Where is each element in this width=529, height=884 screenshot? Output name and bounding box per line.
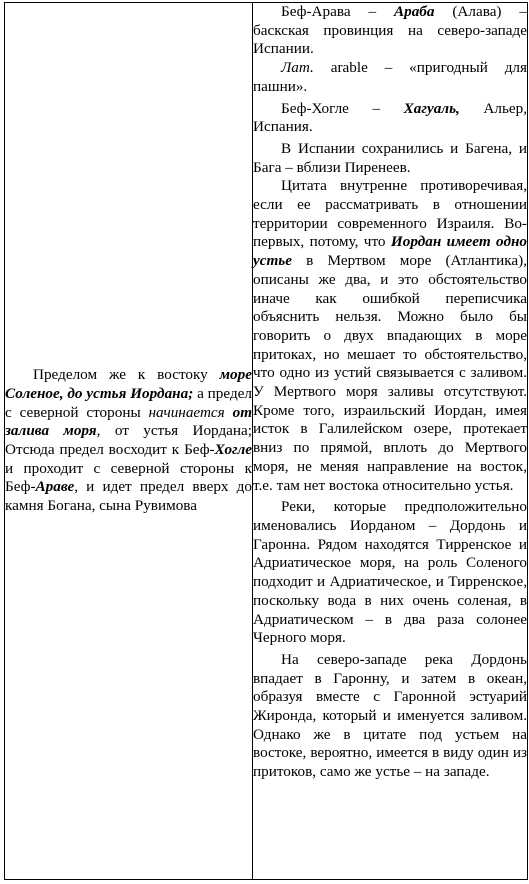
- commentary-paragraph: [253, 3, 527, 59]
- text-run: начинается: [148, 403, 225, 421]
- text-run: Пределом же к востоку: [33, 366, 220, 384]
- text-run: Араба: [393, 3, 435, 20]
- text-run: Лат.: [281, 59, 314, 77]
- text-run: а предел с северной стороны: [5, 384, 252, 421]
- commentary-paragraph: [253, 100, 527, 137]
- text-run: В Испании сохранились и Багена, и Бага – вблизи Пиренеев.: [253, 139, 527, 176]
- commentary-paragraph: [253, 498, 527, 648]
- commentary-table: [4, 2, 528, 880]
- quote-text: [5, 366, 252, 516]
- commentary-cell: [253, 3, 528, 880]
- commentary-paragraph: [253, 651, 527, 782]
- text-run: Хогле: [214, 441, 252, 458]
- text-run: море Соленое, до устья Иордана;: [5, 366, 252, 402]
- text-run: Беф-Арава –: [281, 3, 394, 20]
- text-run: На северо-западе река Дордонь впадает в Гаронну, и затем в океан, образуя вместе с Гаронной эстуарий Жиронда, который и именуется заливом. Однако же в цитате под устьем на востоке, вероятно, имеется в виду один из притоков, само же устье – на западе.: [253, 650, 527, 781]
- text-run: arable – «пригодный для пашни».: [253, 59, 527, 95]
- commentary-paragraph: [253, 177, 527, 495]
- text-run: (Алава) – баскская провинция на северо-западе Испании.: [253, 3, 527, 58]
- text-run: Реки, которые предположительно именовались Иорданом – Дордонь и Гаронна. Рядом находятся Тирренское и Адриатическое моря, на роль Соленого подходит и Адриатическое, и Тирренское, поскольку вода в них очень соленая, в Адриатическом – в два раза солонее Черного моря.: [253, 498, 527, 647]
- text-run: Араве: [35, 478, 75, 496]
- quote-cell: [5, 3, 253, 880]
- table-row: [5, 3, 528, 880]
- text-run: и проходит с северной стороны к Беф-: [5, 459, 252, 496]
- text-run: Иордан имеет одно устье: [253, 233, 528, 270]
- text-run: Хагуаль,: [403, 99, 460, 117]
- text-run: , от устья Иордана; Отсюда предел восходит к Беф-: [5, 422, 252, 458]
- text-run: от залива моря: [5, 403, 253, 440]
- text-run: , и идет предел вверх до камня Богана, сына Рувимова: [5, 478, 252, 515]
- commentary-paragraph: [253, 59, 527, 96]
- text-run: [225, 404, 233, 421]
- commentary-paragraph: [253, 140, 527, 177]
- text-run: Альер, Испания.: [253, 99, 528, 136]
- text-run: Беф-Хогле –: [281, 99, 404, 117]
- text-run: в Мертвом море (Атлантика), описаны же два, и это обстоятельство иначе как ошибкой переписчика объяснить нельзя. Можно было бы говорить о двух впадающих в море притоках, но мешает то обстоятельство, что одно из устий связывается с заливом. У Мертвого моря заливы отсутствуют. Кроме того, израильский Иордан, имея исток в Галилейском озере, протекает вниз по прямой, вплоть до Мертвого моря, не меняя направление на восток, т.е. там нет востока относительно устья.: [253, 252, 527, 494]
- text-run: Цитата внутренне противоречивая, если ее рассматривать в отношении территории современного Израиля. Во-первых, потому, что: [253, 177, 527, 251]
- commentary-paragraphs: [253, 3, 527, 782]
